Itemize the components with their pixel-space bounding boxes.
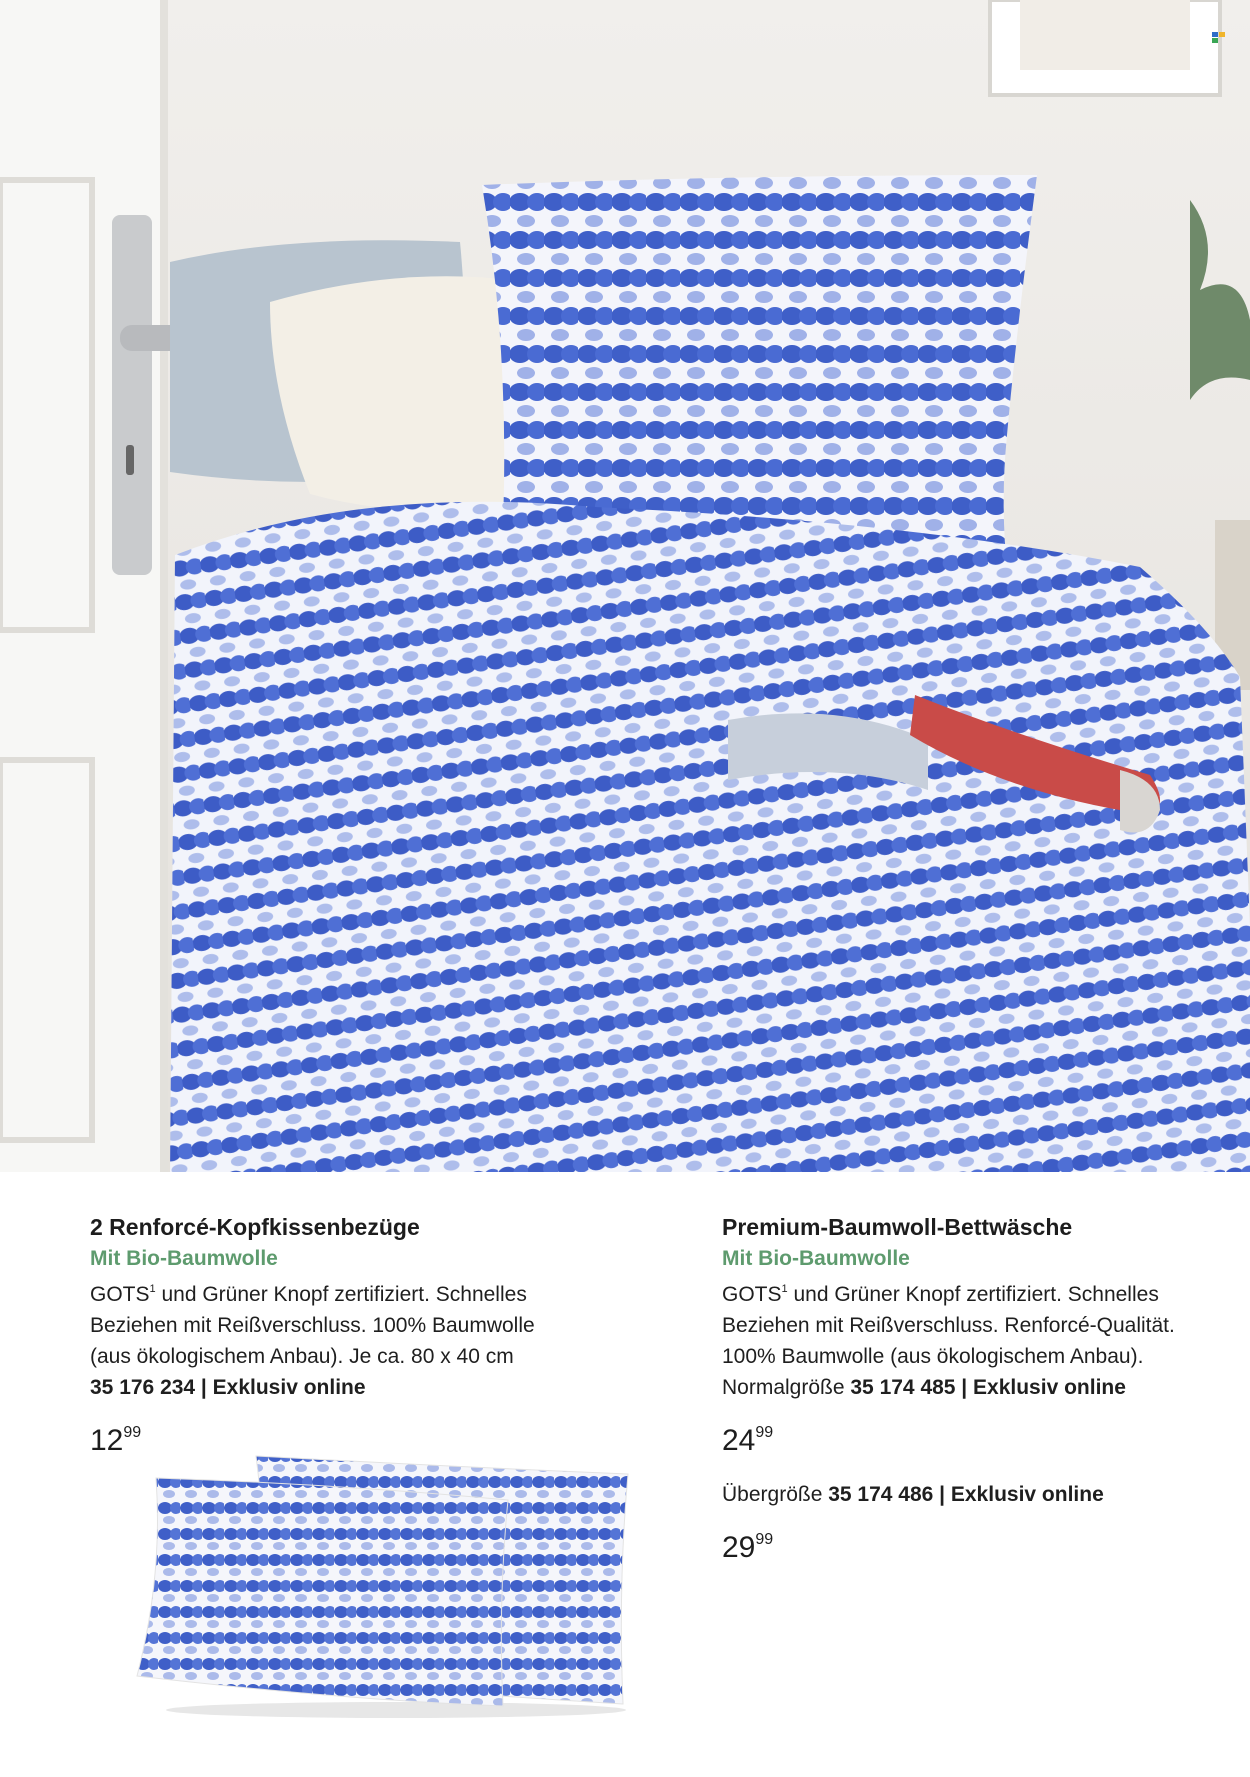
product-title: 2 Renforcé-Kopfkissenbezüge — [90, 1214, 420, 1240]
product-pillowcases — [90, 1212, 610, 1461]
article-text: 35 174 485 | Exklusiv online — [850, 1376, 1126, 1399]
price-main: 12 — [90, 1424, 124, 1457]
footnote-mark: 1 — [149, 1283, 156, 1295]
price-main: 24 — [722, 1424, 756, 1457]
description-line: (aus ökologischem Anbau). Je ca. 80 x 40 cm — [90, 1345, 514, 1368]
description-text: und Grüner Knopf zertifiziert. Schnelles — [787, 1283, 1159, 1306]
product-subtitle: Mit Bio-Baumwolle — [722, 1247, 910, 1270]
article-number — [722, 1372, 1242, 1403]
article-number — [90, 1372, 610, 1403]
article-number — [722, 1479, 1242, 1510]
size-label: Übergröße — [722, 1483, 829, 1506]
price-main: 29 — [722, 1531, 756, 1564]
product-description — [90, 1274, 610, 1372]
description-line — [90, 1274, 610, 1310]
price-cents: 99 — [755, 1531, 774, 1548]
gots-label: GOTS — [90, 1283, 150, 1306]
price-cents: 99 — [123, 1424, 142, 1441]
article-text: 35 176 234 | Exklusiv online — [90, 1376, 366, 1399]
product-title: Premium-Baumwoll-Bettwäsche — [722, 1214, 1073, 1240]
gots-label: GOTS — [722, 1283, 782, 1306]
description-text: und Grüner Knopf zertifiziert. Schnelles — [155, 1283, 527, 1306]
brand-logo-icon — [1212, 32, 1226, 44]
description-line: 100% Baumwolle (aus ökologischem Anbau). — [722, 1345, 1144, 1368]
description-line: Beziehen mit Reißverschluss. Renforcé-Qualität. — [722, 1314, 1175, 1337]
description-line — [722, 1274, 1242, 1310]
article-text: 35 174 486 | Exklusiv online — [828, 1483, 1104, 1506]
footnote-mark: 1 — [781, 1283, 788, 1295]
product-bedding — [722, 1212, 1242, 1568]
description-line: Beziehen mit Reißverschluss. 100% Baumwolle — [90, 1314, 535, 1337]
price-cents: 99 — [755, 1424, 774, 1441]
pillowcase-product-image — [136, 1448, 636, 1718]
product-description — [722, 1274, 1242, 1372]
product-subtitle: Mit Bio-Baumwolle — [90, 1247, 278, 1270]
price — [722, 1520, 1242, 1568]
size-label: Normalgröße — [722, 1376, 851, 1399]
price — [722, 1413, 1242, 1461]
